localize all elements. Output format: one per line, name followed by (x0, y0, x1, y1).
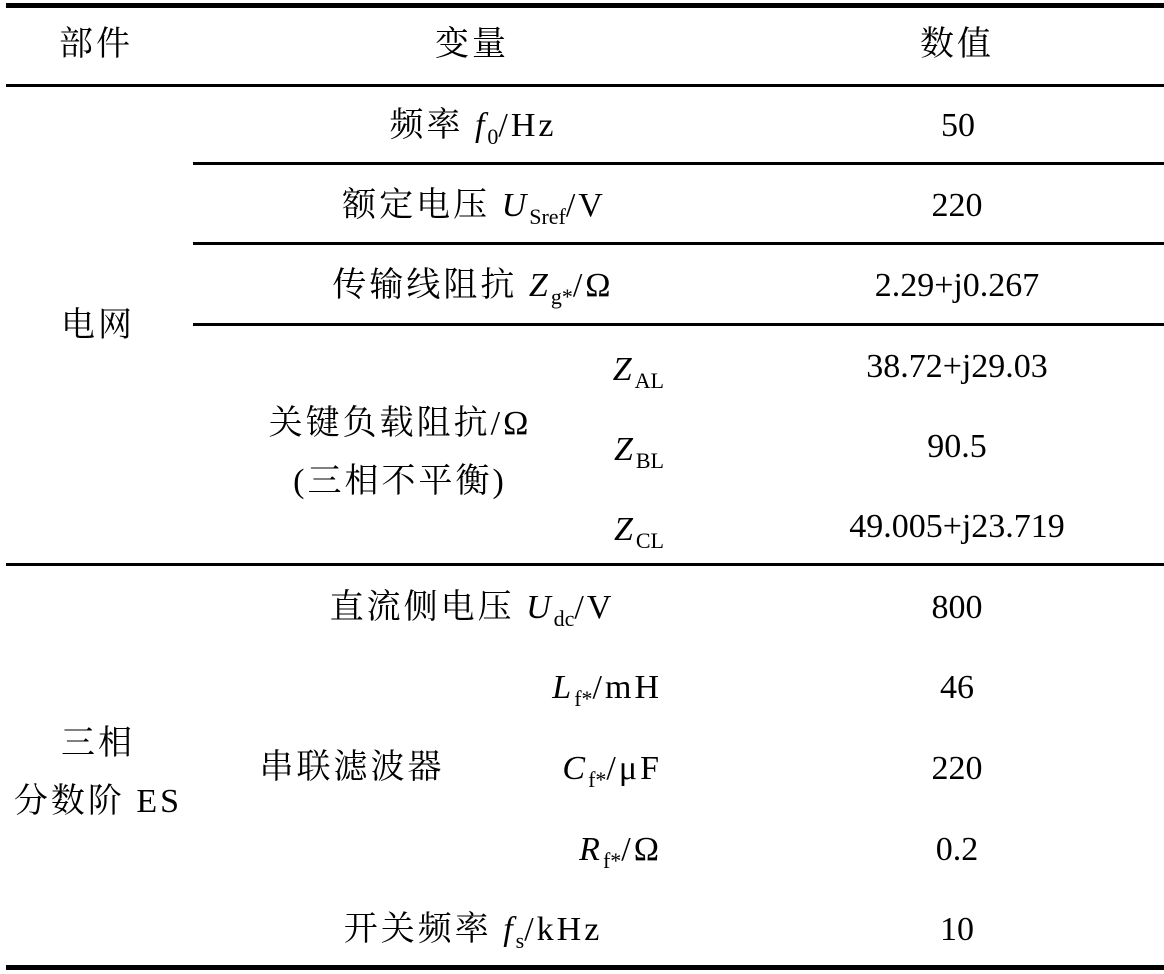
row-divider (193, 242, 1164, 245)
row-divider (193, 162, 1164, 165)
filter-inductance: $L_{f*}/mH$ (552, 669, 662, 711)
value-load-c: 49.005+j23.719 (849, 508, 1065, 545)
top-rule (6, 3, 1164, 8)
section-label-grid: 电网 (61, 307, 135, 344)
value-rated-voltage: 220 (931, 187, 983, 224)
section-rule (6, 563, 1164, 566)
variable-line-impedance: 传输线阻抗 $Z_{g*}/\Omega$ (332, 267, 614, 309)
bottom-rule (6, 965, 1164, 970)
load-symbol-b: $Z_{BL}$ (613, 431, 664, 473)
row-divider (193, 323, 1164, 326)
variable-rated-voltage: 额定电压 $U_{Sref}/V$ (342, 187, 606, 229)
header-variable: 变量 (435, 26, 509, 63)
load-label-line1: 关键负载阻抗/Ω (268, 405, 532, 442)
value-filter-inductance: 46 (940, 669, 974, 706)
variable-switching-frequency: 开关频率 $f_s$/kHz (343, 911, 603, 953)
load-symbol-a: $Z_{AL}$ (612, 351, 664, 393)
variable-dc-voltage: 直流侧电压 $U_{dc}/V$ (329, 589, 615, 631)
header-rule (6, 84, 1164, 87)
value-filter-resistance: 0.2 (935, 831, 979, 868)
variable-frequency: 频率 $f_0/Hz$ (389, 107, 557, 149)
value-load-b: 90.5 (927, 428, 987, 465)
value-frequency: 50 (941, 107, 975, 144)
es-label-line1: 三相 (61, 725, 135, 762)
filter-capacitance: $C_{f*}/\mu F$ (562, 750, 662, 792)
value-filter-capacitance: 220 (931, 750, 983, 787)
header-component: 部件 (59, 26, 133, 63)
load-symbol-c: $Z_{CL}$ (613, 511, 664, 553)
es-label-line2: 分数阶 ES (13, 783, 183, 820)
load-label-line2: (三相不平衡) (293, 463, 507, 500)
value-switching-frequency: 10 (940, 911, 974, 948)
value-load-a: 38.72+j29.03 (866, 348, 1048, 385)
value-dc-voltage: 800 (931, 589, 983, 626)
header-value: 数值 (920, 26, 994, 63)
load-impedance-label (269, 395, 532, 511)
filter-label: 串联滤波器 (259, 749, 445, 786)
filter-resistance: $R_{f*}/\Omega$ (579, 831, 662, 873)
value-line-impedance: 2.29+j0.267 (874, 267, 1040, 304)
section-label-es (14, 715, 182, 831)
